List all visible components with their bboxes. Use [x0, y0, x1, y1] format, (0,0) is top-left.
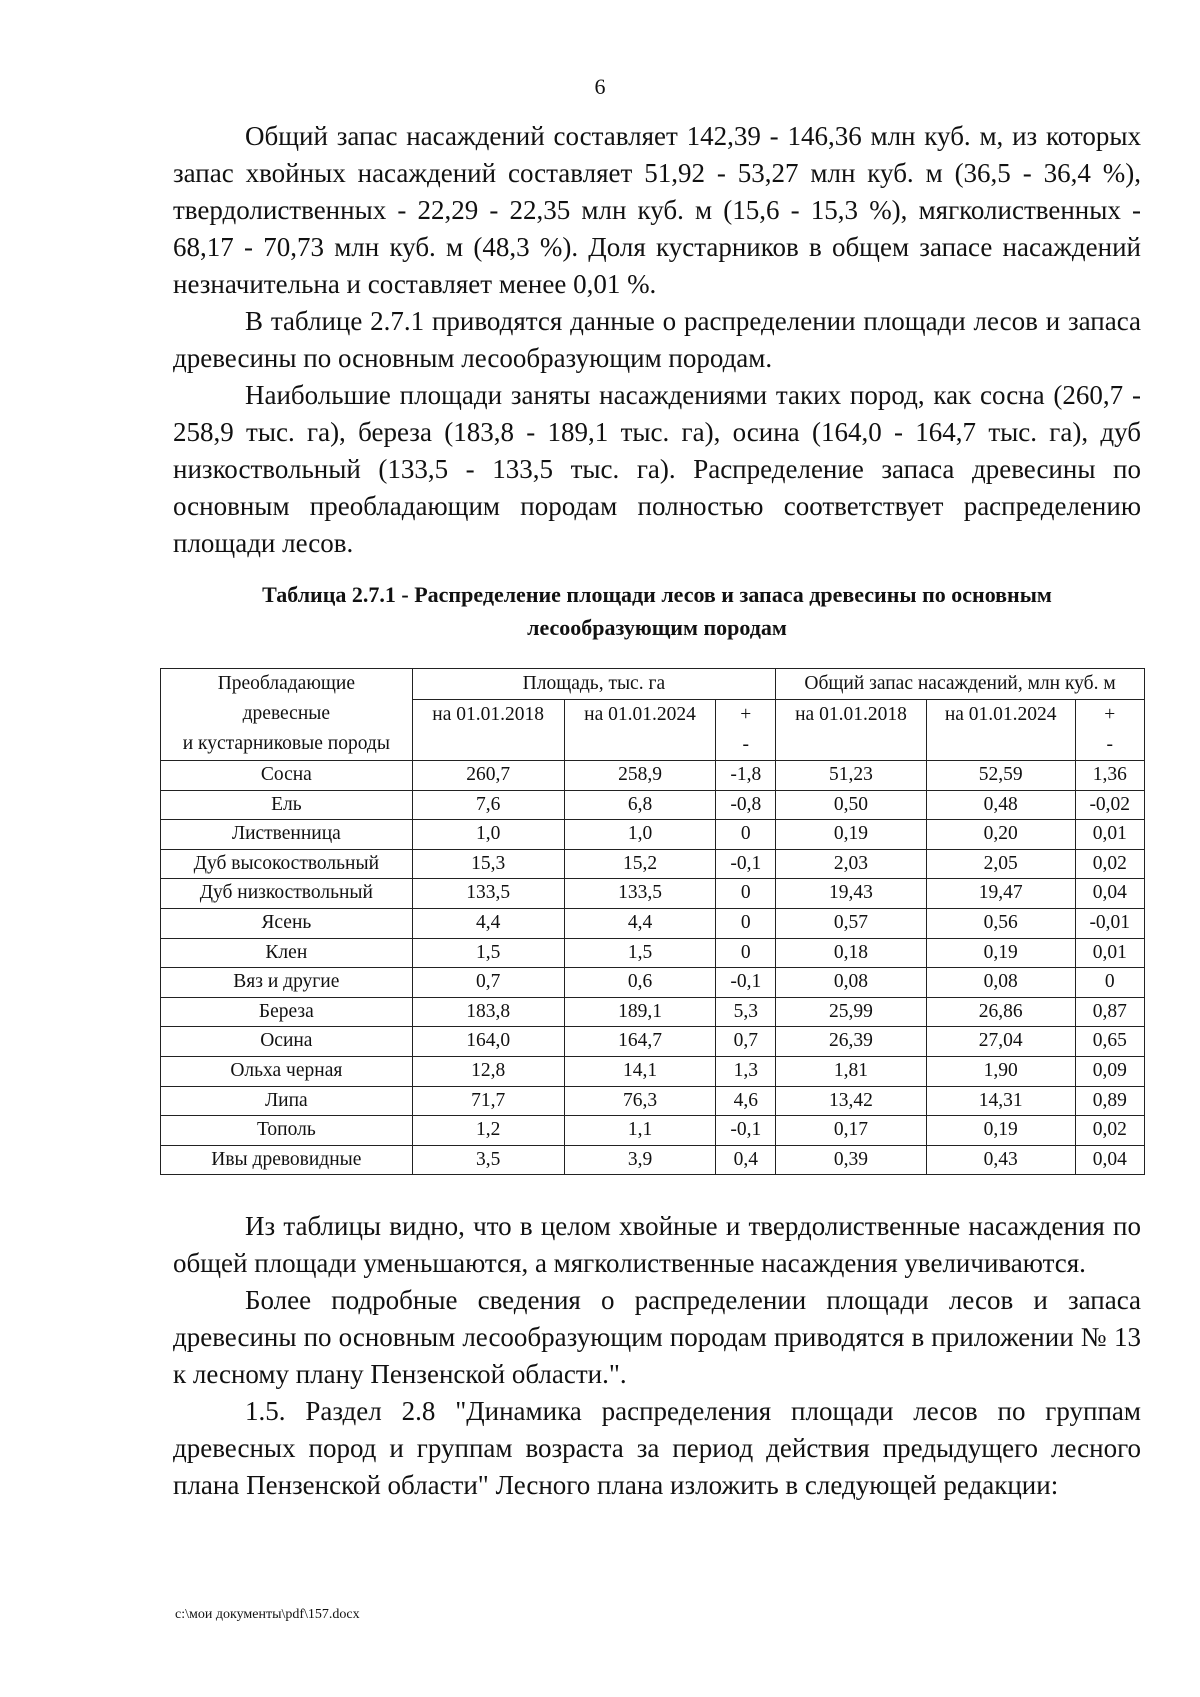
cell-area-2018: 1,5 — [412, 938, 564, 968]
table-header-row — [161, 669, 1145, 700]
table-row — [161, 761, 1145, 791]
cell-stock-2018: 0,19 — [776, 820, 927, 850]
cell-stock-change: -0,02 — [1075, 790, 1144, 820]
cell-area-2024: 4,4 — [564, 908, 716, 938]
table-row — [161, 1027, 1145, 1057]
cell-species: Ивы древовидные — [161, 1145, 413, 1175]
header-species-line: Преобладающие — [217, 673, 355, 694]
table-row — [161, 1116, 1145, 1146]
cell-area-2018: 133,5 — [412, 879, 564, 909]
table-row — [161, 938, 1145, 968]
cell-species: Осина — [161, 1027, 413, 1057]
cell-species: Ольха черная — [161, 1056, 413, 1086]
plus-sign: + — [1104, 704, 1116, 725]
cell-area-change: -0,1 — [716, 1116, 776, 1146]
cell-stock-change: 0,01 — [1075, 938, 1144, 968]
cell-area-change: 0 — [716, 820, 776, 850]
header-stock-change — [1075, 700, 1144, 761]
cell-area-2018: 1,0 — [412, 820, 564, 850]
species-table — [160, 668, 1145, 1175]
cell-stock-2024: 0,48 — [926, 790, 1075, 820]
minus-sign: - — [742, 734, 750, 755]
cell-area-2024: 133,5 — [564, 879, 716, 909]
cell-area-change: -0,1 — [716, 968, 776, 998]
cell-area-change: 0,4 — [716, 1145, 776, 1175]
table-row — [161, 968, 1145, 998]
cell-stock-change: -0,01 — [1075, 908, 1144, 938]
cell-area-2024: 6,8 — [564, 790, 716, 820]
cell-stock-2024: 14,31 — [926, 1086, 1075, 1116]
cell-species: Липа — [161, 1086, 413, 1116]
cell-species: Дуб низкоствольный — [161, 879, 413, 909]
header-area-group: Площадь, тыс. га — [412, 669, 775, 700]
paragraph: В таблице 2.7.1 приводятся данные о распределении площади лесов и запаса древесины по основным лесообразующим породам. — [173, 306, 1141, 373]
cell-area-2018: 164,0 — [412, 1027, 564, 1057]
cell-area-change: 4,6 — [716, 1086, 776, 1116]
header-area-2018: на 01.01.2018 — [412, 700, 564, 761]
cell-area-change: 0 — [716, 908, 776, 938]
cell-area-2024: 1,0 — [564, 820, 716, 850]
cell-area-2024: 1,1 — [564, 1116, 716, 1146]
header-stock-2024: на 01.01.2024 — [926, 700, 1075, 761]
cell-area-2018: 15,3 — [412, 849, 564, 879]
cell-stock-2024: 1,90 — [926, 1056, 1075, 1086]
table-caption-line: Таблица 2.7.1 - Распределение площади лесов и запаса древесины по основным — [262, 582, 1052, 607]
cell-stock-change: 0 — [1075, 968, 1144, 998]
cell-stock-2018: 0,17 — [776, 1116, 927, 1146]
cell-stock-2018: 2,03 — [776, 849, 927, 879]
cell-species: Ясень — [161, 908, 413, 938]
cell-stock-2018: 0,57 — [776, 908, 927, 938]
cell-stock-2024: 52,59 — [926, 761, 1075, 791]
cell-area-2024: 1,5 — [564, 938, 716, 968]
cell-area-change: 1,3 — [716, 1056, 776, 1086]
cell-stock-change: 0,87 — [1075, 997, 1144, 1027]
cell-stock-change: 0,04 — [1075, 1145, 1144, 1175]
cell-stock-2018: 0,08 — [776, 968, 927, 998]
cell-stock-2024: 0,20 — [926, 820, 1075, 850]
cell-stock-2018: 51,23 — [776, 761, 927, 791]
cell-area-2018: 4,4 — [412, 908, 564, 938]
cell-stock-2018: 13,42 — [776, 1086, 927, 1116]
cell-species: Дуб высокоствольный — [161, 849, 413, 879]
table-caption — [173, 578, 1141, 644]
table-body — [161, 761, 1145, 1175]
paragraph: Из таблицы видно, что в целом хвойные и твердолиственные насаждения по общей площади уменьшаются, а мягколиственные насаждения увеличиваются. — [173, 1211, 1141, 1278]
cell-stock-2018: 0,18 — [776, 938, 927, 968]
paragraph: Более подробные сведения о распределении площади лесов и запаса древесины по основным лесообразующим породам приводятся в приложении № 13 к лесному плану Пензенской области.". — [173, 1285, 1141, 1389]
cell-stock-2018: 25,99 — [776, 997, 927, 1027]
header-species-line: древесные — [242, 703, 331, 724]
cell-area-change: 5,3 — [716, 997, 776, 1027]
cell-area-2018: 71,7 — [412, 1086, 564, 1116]
cell-species: Ель — [161, 790, 413, 820]
table-row — [161, 1056, 1145, 1086]
header-stock-group: Общий запас насаждений, млн куб. м — [776, 669, 1145, 700]
cell-area-change: -1,8 — [716, 761, 776, 791]
paragraph: 1.5. Раздел 2.8 "Динамика распределения площади лесов по группам древесных пород и группам возраста за период действия предыдущего лесного плана Пензенской области" Лесного плана изложить в следующей редакции: — [173, 1396, 1141, 1500]
cell-area-2018: 7,6 — [412, 790, 564, 820]
cell-area-2018: 12,8 — [412, 1056, 564, 1086]
cell-area-2018: 1,2 — [412, 1116, 564, 1146]
cell-species: Лиственница — [161, 820, 413, 850]
cell-stock-2024: 0,08 — [926, 968, 1075, 998]
cell-area-2018: 260,7 — [412, 761, 564, 791]
cell-stock-2024: 19,47 — [926, 879, 1075, 909]
cell-stock-change: 0,89 — [1075, 1086, 1144, 1116]
cell-stock-change: 0,04 — [1075, 879, 1144, 909]
species-table-wrapper — [160, 668, 1145, 1175]
cell-stock-2024: 0,56 — [926, 908, 1075, 938]
cell-species: Клен — [161, 938, 413, 968]
cell-area-change: -0,8 — [716, 790, 776, 820]
header-area-2024: на 01.01.2024 — [564, 700, 716, 761]
minus-sign: - — [1106, 734, 1113, 755]
body-text-top — [173, 118, 1141, 562]
cell-area-2024: 3,9 — [564, 1145, 716, 1175]
cell-area-2024: 15,2 — [564, 849, 716, 879]
cell-stock-2018: 1,81 — [776, 1056, 927, 1086]
paragraph: Наибольшие площади заняты насаждениями таких пород, как сосна (260,7 - 258,9 тыс. га), береза (183,8 - 189,1 тыс. га), осина (164,0 - 164,7 тыс. га), дуб низкоствольный (133,5 - 133,5 тыс. га). Распределение запаса древесины по основным преобладающим породам полностью соответствует распределению площади лесов. — [173, 380, 1141, 558]
cell-stock-2024: 27,04 — [926, 1027, 1075, 1057]
cell-area-change: 0,7 — [716, 1027, 776, 1057]
body-text-bottom — [173, 1208, 1141, 1504]
cell-species: Тополь — [161, 1116, 413, 1146]
cell-area-2024: 164,7 — [564, 1027, 716, 1057]
cell-stock-2024: 26,86 — [926, 997, 1075, 1027]
page-number: 6 — [594, 74, 606, 99]
header-species — [161, 669, 413, 761]
plus-sign: + — [740, 704, 752, 725]
table-row — [161, 879, 1145, 909]
table-row — [161, 790, 1145, 820]
cell-stock-2024: 0,19 — [926, 938, 1075, 968]
table-row — [161, 908, 1145, 938]
table-row — [161, 1145, 1145, 1175]
cell-area-2024: 258,9 — [564, 761, 716, 791]
cell-stock-2024: 0,43 — [926, 1145, 1075, 1175]
table-row — [161, 1086, 1145, 1116]
cell-stock-change: 0,02 — [1075, 849, 1144, 879]
table-row — [161, 820, 1145, 850]
paragraph: Общий запас насаждений составляет 142,39 - 146,36 млн куб. м, из которых запас хвойных насаждений составляет 51,92 - 53,27 млн куб. м (36,5 - 36,4 %), твердолиственных - 22,29 - 22,35 млн куб. м (15,6 - 15,3 %), мягколиственных - 68,17 - 70,73 млн куб. м (48,3 %). Доля кустарников в общем запасе насаждений незначительна и составляет менее 0,01 %. — [173, 121, 1141, 299]
header-species-line: и кустарниковые породы — [182, 733, 390, 754]
header-stock-2018: на 01.01.2018 — [776, 700, 927, 761]
cell-species: Береза — [161, 997, 413, 1027]
cell-species: Вяз и другие — [161, 968, 413, 998]
cell-area-2024: 76,3 — [564, 1086, 716, 1116]
cell-species: Сосна — [161, 761, 413, 791]
footer-file-path: c:\мои документы\pdf\157.docx — [175, 1607, 360, 1622]
cell-area-change: -0,1 — [716, 849, 776, 879]
cell-area-2024: 14,1 — [564, 1056, 716, 1086]
table-row — [161, 997, 1145, 1027]
header-area-change — [716, 700, 776, 761]
cell-stock-change: 0,65 — [1075, 1027, 1144, 1057]
cell-stock-change: 1,36 — [1075, 761, 1144, 791]
cell-area-change: 0 — [716, 938, 776, 968]
cell-area-2024: 0,6 — [564, 968, 716, 998]
cell-area-2024: 189,1 — [564, 997, 716, 1027]
cell-stock-change: 0,01 — [1075, 820, 1144, 850]
cell-area-2018: 183,8 — [412, 997, 564, 1027]
cell-area-change: 0 — [716, 879, 776, 909]
cell-area-2018: 0,7 — [412, 968, 564, 998]
cell-stock-2024: 2,05 — [926, 849, 1075, 879]
cell-stock-change: 0,02 — [1075, 1116, 1144, 1146]
cell-stock-2018: 0,50 — [776, 790, 927, 820]
table-caption-line: лесообразующим породам — [527, 615, 787, 640]
table-row — [161, 849, 1145, 879]
cell-stock-2018: 0,39 — [776, 1145, 927, 1175]
cell-area-2018: 3,5 — [412, 1145, 564, 1175]
cell-stock-2024: 0,19 — [926, 1116, 1075, 1146]
cell-stock-2018: 26,39 — [776, 1027, 927, 1057]
cell-stock-change: 0,09 — [1075, 1056, 1144, 1086]
cell-stock-2018: 19,43 — [776, 879, 927, 909]
